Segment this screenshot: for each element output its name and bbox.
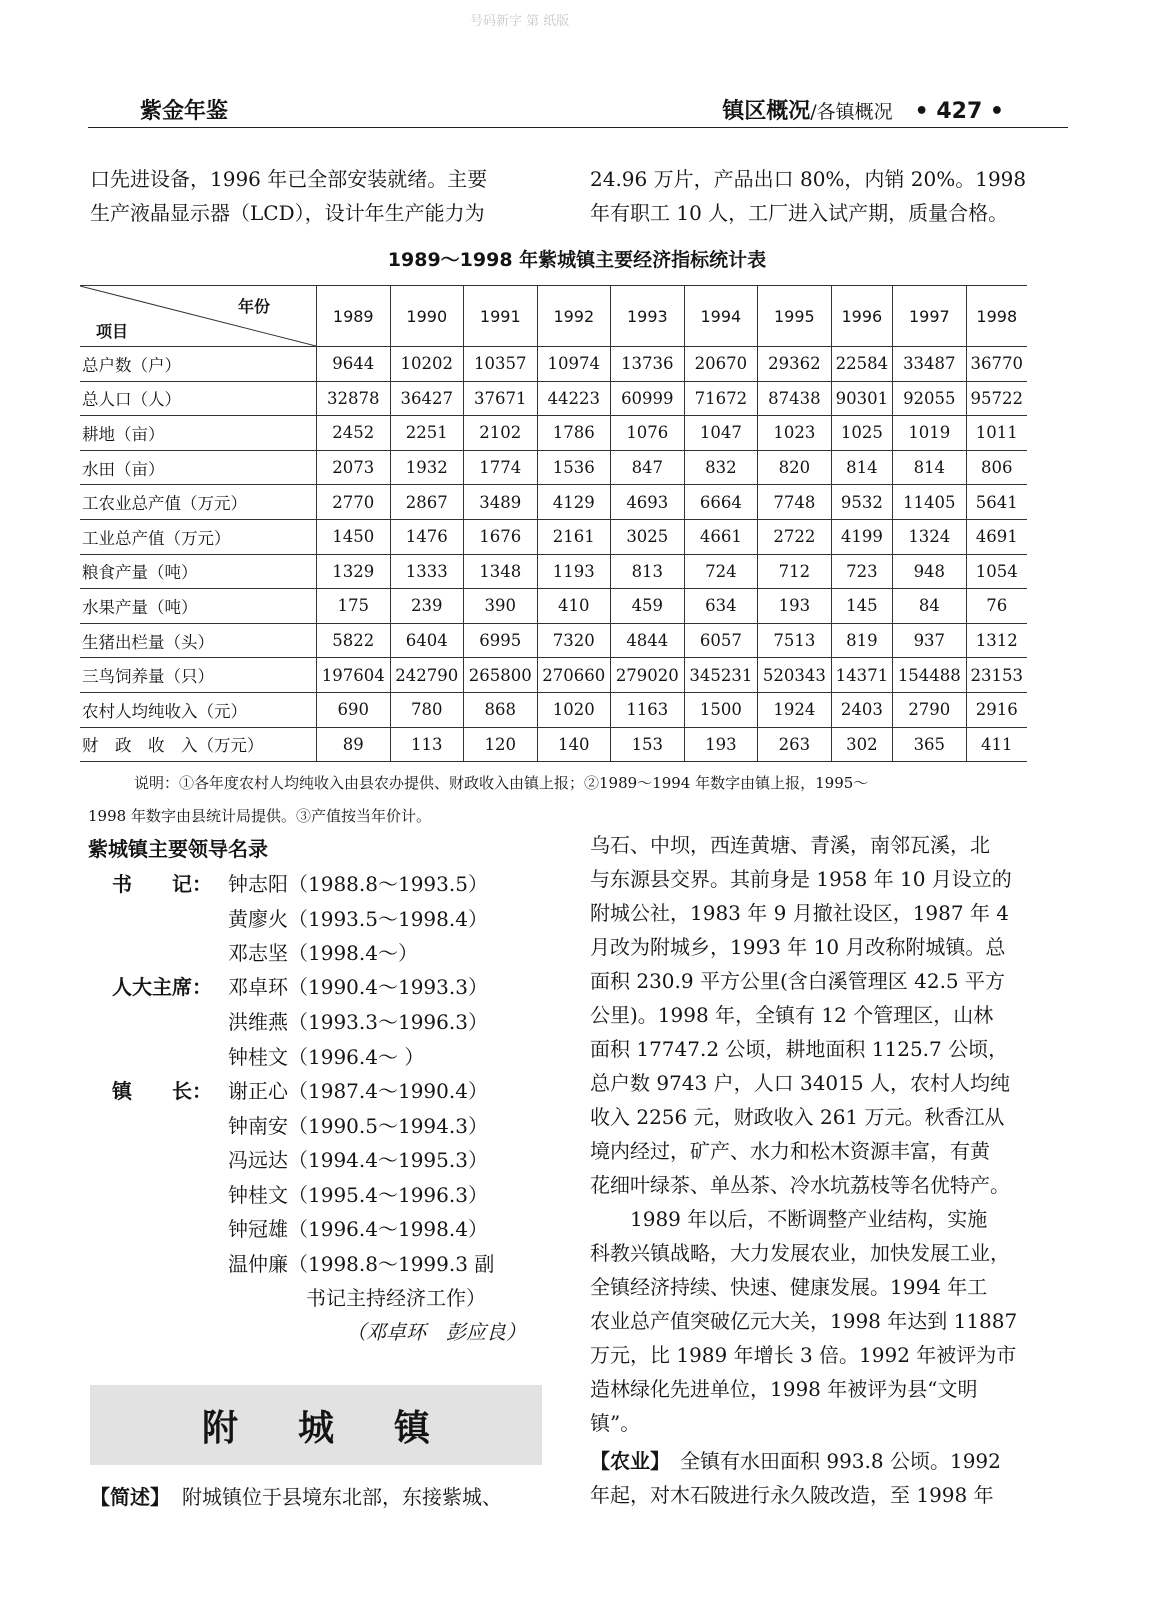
table-cell: 1324 [893, 519, 967, 554]
table-cell: 1011 [966, 416, 1027, 451]
row-label: 工农业总产值（万元） [80, 485, 317, 520]
table-cell: 2916 [966, 692, 1027, 727]
table-cell: 3489 [464, 485, 538, 520]
table-cell: 36427 [390, 381, 464, 416]
table-cell: 1076 [611, 416, 685, 451]
table-cell: 154488 [893, 658, 967, 693]
year-header: 1995 [758, 286, 832, 347]
row-label: 生猪出栏量（头） [80, 623, 317, 658]
table-cell: 4691 [966, 519, 1027, 554]
table-cell: 410 [537, 589, 611, 624]
note-line: 说明：①各年度农村人均纯收入由县农办提供、财政收入由镇上报；②1989～1994 年数字由镇上报，1995～ [134, 774, 869, 792]
table-cell: 1193 [537, 554, 611, 589]
table-cell: 4844 [611, 623, 685, 658]
table-cell: 5641 [966, 485, 1027, 520]
table-cell: 520343 [758, 658, 832, 693]
section-title: 镇区概况 [722, 99, 811, 124]
table-row [80, 658, 1027, 693]
leader-entry: 谢正心（1987.4～1990.4） [228, 1079, 488, 1103]
table-cell: 1348 [464, 554, 538, 589]
text-line: 附城公社，1983 年 9 月撤社设区，1987 年 4 [590, 901, 1010, 925]
table-cell: 95722 [966, 381, 1027, 416]
agriculture-paragraph [590, 1444, 1048, 1512]
table-cell: 197604 [317, 658, 391, 693]
row-label: 水田（亩） [80, 450, 317, 485]
table-cell: 6404 [390, 623, 464, 658]
table-cell: 2722 [758, 519, 832, 554]
table-cell: 7513 [758, 623, 832, 658]
corner-year-label: 年份 [237, 297, 270, 316]
right-column-text [590, 828, 1048, 1440]
table-cell: 1786 [537, 416, 611, 451]
table-cell: 84 [893, 589, 967, 624]
table-cell: 113 [390, 727, 464, 762]
table-cell: 10974 [537, 347, 611, 382]
table-cell: 1025 [831, 416, 892, 451]
table-cell: 120 [464, 727, 538, 762]
text-line: 乌石、中坝，西连黄塘、青溪，南邻瓦溪，北 [590, 833, 990, 857]
table-cell: 2452 [317, 416, 391, 451]
table-cell: 29362 [758, 347, 832, 382]
text-line: 面积 230.9 平方公里(含白溪管理区 42.5 平方 [590, 969, 1006, 993]
table-cell: 76 [966, 589, 1027, 624]
table-cell: 14371 [831, 658, 892, 693]
text-line: 总户数 9743 户，人口 34015 人，农村人均纯 [590, 1071, 1010, 1095]
table-cell: 23153 [966, 658, 1027, 693]
table-row [80, 727, 1027, 762]
town-heading-box [90, 1385, 542, 1465]
text-line: 月改为附城乡，1993 年 10 月改称附城镇。总 [590, 935, 1006, 959]
table-note [88, 767, 1048, 833]
page-number: • 427 • [914, 99, 1004, 124]
intro-line: 口先进设备，1996 年已全部安装就绪。主要 [90, 167, 488, 191]
table-cell: 44223 [537, 381, 611, 416]
table-cell: 1329 [317, 554, 391, 589]
table-cell: 345231 [684, 658, 758, 693]
table-cell: 36770 [966, 347, 1027, 382]
table-cell: 1312 [966, 623, 1027, 658]
table-cell: 1774 [464, 450, 538, 485]
role-npc-chair: 人大主席： [112, 975, 212, 999]
table-cell: 712 [758, 554, 832, 589]
table-cell: 153 [611, 727, 685, 762]
table-cell: 937 [893, 623, 967, 658]
table-row [80, 347, 1027, 382]
row-label: 水果产量（吨） [80, 589, 317, 624]
table-cell: 3025 [611, 519, 685, 554]
table-cell: 1450 [317, 519, 391, 554]
table-cell: 1023 [758, 416, 832, 451]
table-cell: 806 [966, 450, 1027, 485]
table-cell: 10202 [390, 347, 464, 382]
intro-left [90, 162, 544, 230]
note-line: 1998 年数字由县统计局提供。③产值按当年价计。 [88, 807, 431, 825]
text-line: 1989 年以后，不断调整产业结构，实施 [590, 1207, 988, 1231]
overview-intro [90, 1480, 560, 1514]
row-label: 财 政 收 入（万元） [80, 727, 317, 762]
row-label: 三鸟饲养量（只） [80, 658, 317, 693]
row-label: 工业总产值（万元） [80, 519, 317, 554]
row-label: 粮食产量（吨） [80, 554, 317, 589]
table-cell: 7748 [758, 485, 832, 520]
table-cell: 690 [317, 692, 391, 727]
table-cell: 145 [831, 589, 892, 624]
table-row [80, 485, 1027, 520]
table-cell: 1020 [537, 692, 611, 727]
table-cell: 90301 [831, 381, 892, 416]
table-cell: 2790 [893, 692, 967, 727]
table-cell: 279020 [611, 658, 685, 693]
table-cell: 1019 [893, 416, 967, 451]
text-line: 花细叶绿茶、单丛茶、冷水坑荔枝等名优特产。 [590, 1173, 1010, 1197]
year-header: 1993 [611, 286, 685, 347]
table-cell: 22584 [831, 347, 892, 382]
leaders-heading: 紫城镇主要领导名录 [88, 837, 268, 861]
table-cell: 2073 [317, 450, 391, 485]
corner-cell [80, 286, 317, 347]
text-line: 与东源县交界。其前身是 1958 年 10 月设立的 [590, 867, 1012, 891]
table-cell: 832 [684, 450, 758, 485]
table-cell: 263 [758, 727, 832, 762]
text-line: 农业总产值突破亿元大关，1998 年达到 11887 [590, 1309, 1018, 1333]
year-header: 1992 [537, 286, 611, 347]
year-header: 1989 [317, 286, 391, 347]
header-rule [88, 127, 1068, 128]
table-cell: 6057 [684, 623, 758, 658]
table-cell: 390 [464, 589, 538, 624]
text-line: 造林绿化先进单位，1998 年被评为县“文明 [590, 1377, 978, 1401]
table-cell: 819 [831, 623, 892, 658]
table-cell: 820 [758, 450, 832, 485]
table-cell: 10357 [464, 347, 538, 382]
year-header: 1997 [893, 286, 967, 347]
table-cell: 1932 [390, 450, 464, 485]
table-cell: 4693 [611, 485, 685, 520]
yearbook-title: 紫金年鉴 [140, 99, 229, 124]
leader-entry-continued: 书记主持经济工作） [306, 1286, 486, 1310]
year-header: 1996 [831, 286, 892, 347]
table-cell: 6995 [464, 623, 538, 658]
table-cell: 1676 [464, 519, 538, 554]
leader-entry: 钟南安（1990.5～1994.3） [228, 1114, 488, 1138]
text-line: 镇”。 [590, 1411, 641, 1435]
table-cell: 60999 [611, 381, 685, 416]
table-cell: 270660 [537, 658, 611, 693]
table-cell: 239 [390, 589, 464, 624]
table-cell: 92055 [893, 381, 967, 416]
year-header: 1998 [966, 286, 1027, 347]
town-heading: 附城镇 [201, 1407, 490, 1449]
text-line: 境内经过，矿产、水力和松木资源丰富，有黄 [590, 1139, 990, 1163]
running-header [722, 94, 1004, 125]
table-cell: 4199 [831, 519, 892, 554]
table-cell: 5822 [317, 623, 391, 658]
table-cell: 2770 [317, 485, 391, 520]
table-row [80, 519, 1027, 554]
table-row [80, 589, 1027, 624]
year-header: 1990 [390, 286, 464, 347]
table-cell: 265800 [464, 658, 538, 693]
table-cell: 11405 [893, 485, 967, 520]
bleed-through-text: 号码新字 第 纸版 [470, 14, 570, 29]
table-cell: 4129 [537, 485, 611, 520]
role-secretary: 书 记： [112, 872, 212, 896]
table-cell: 140 [537, 727, 611, 762]
text-line: 收入 2256 元，财政收入 261 万元。秋香江从 [590, 1105, 1005, 1129]
table-cell: 1163 [611, 692, 685, 727]
table-row [80, 692, 1027, 727]
text-line: 面积 17747.2 公顷，耕地面积 1125.7 公顷， [590, 1037, 1009, 1061]
table-cell: 193 [684, 727, 758, 762]
table-cell: 814 [831, 450, 892, 485]
leader-entry: 钟冠雄（1996.4～1998.4） [228, 1217, 488, 1241]
table-cell: 1047 [684, 416, 758, 451]
text-line: 全镇经济持续、快速、健康发展。1994 年工 [590, 1275, 988, 1299]
table-cell: 89 [317, 727, 391, 762]
overview-text: 附城镇位于县境东北部，东接紫城、 [182, 1485, 502, 1509]
table-cell: 13736 [611, 347, 685, 382]
table-cell: 814 [893, 450, 967, 485]
table-body [80, 347, 1027, 762]
year-header: 1994 [684, 286, 758, 347]
table-cell: 459 [611, 589, 685, 624]
leader-entry: 邓志坚（1998.4～） [228, 941, 418, 965]
table-cell: 723 [831, 554, 892, 589]
intro-line: 生产液晶显示器（LCD），设计年生产能力为 [90, 201, 485, 225]
agriculture-tag: 【农业】 [590, 1449, 660, 1473]
row-label: 总人口（人） [80, 381, 317, 416]
table-row [80, 623, 1027, 658]
table-cell: 411 [966, 727, 1027, 762]
table-cell: 9644 [317, 347, 391, 382]
table-cell: 193 [758, 589, 832, 624]
intro-line: 24.96 万片，产品出口 80%，内销 20%。1998 [590, 167, 1027, 191]
table-cell: 33487 [893, 347, 967, 382]
table-title: 1989～1998 年紫城镇主要经济指标统计表 [387, 249, 767, 271]
table-cell: 9532 [831, 485, 892, 520]
leader-entry: 钟桂文（1995.4～1996.3） [228, 1183, 488, 1207]
leader-entry: 邓卓环（1990.4～1993.3） [228, 975, 488, 999]
table-row [80, 381, 1027, 416]
row-label: 耕地（亩） [80, 416, 317, 451]
agriculture-text: 全镇有水田面积 993.8 公顷。1992 [660, 1449, 1001, 1473]
economic-indicators-table [80, 285, 1027, 762]
table-cell: 2102 [464, 416, 538, 451]
intro-right [590, 162, 1048, 230]
table-cell: 724 [684, 554, 758, 589]
leader-entry: 温仲廉（1998.8～1999.3 副 [228, 1252, 495, 1276]
leader-entry: 黄廖火（1993.5～1998.4） [228, 907, 488, 931]
table-cell: 175 [317, 589, 391, 624]
corner-item-label: 项目 [96, 322, 129, 341]
leader-entry: 洪维燕（1993.3～1996.3） [228, 1010, 488, 1034]
subsection-title: /各镇概况 [810, 101, 893, 123]
table-cell: 32878 [317, 381, 391, 416]
table-cell: 847 [611, 450, 685, 485]
row-label: 总户数（户） [80, 347, 317, 382]
text-line: 公里)。1998 年，全镇有 12 个管理区，山林 [590, 1003, 994, 1027]
table-header-row [80, 286, 1027, 347]
table-cell: 4661 [684, 519, 758, 554]
authors: （邓卓环 彭应良） [346, 1320, 526, 1344]
table-cell: 2867 [390, 485, 464, 520]
table-cell: 71672 [684, 381, 758, 416]
text-line: 万元，比 1989 年增长 3 倍。1992 年被评为市 [590, 1343, 1017, 1367]
table-cell: 2251 [390, 416, 464, 451]
table-cell: 634 [684, 589, 758, 624]
role-mayor: 镇 长： [112, 1079, 212, 1103]
table-row [80, 416, 1027, 451]
table-cell: 1476 [390, 519, 464, 554]
table-cell: 1924 [758, 692, 832, 727]
table-cell: 948 [893, 554, 967, 589]
overview-tag: 【简述】 [90, 1485, 170, 1509]
table-cell: 780 [390, 692, 464, 727]
intro-line: 年有职工 10 人，工厂进入试产期，质量合格。 [590, 201, 1009, 225]
leader-entry: 钟桂文（1996.4～ ） [228, 1045, 425, 1069]
table-cell: 6664 [684, 485, 758, 520]
leader-entry: 冯远达（1994.4～1995.3） [228, 1148, 488, 1172]
agriculture-line: 年起，对木石陂进行永久陂改造，至 1998 年 [590, 1483, 994, 1507]
table-row [80, 554, 1027, 589]
table-cell: 37671 [464, 381, 538, 416]
table-cell: 813 [611, 554, 685, 589]
leader-entry: 钟志阳（1988.8～1993.5） [228, 872, 488, 896]
table-cell: 2403 [831, 692, 892, 727]
table-cell: 20670 [684, 347, 758, 382]
table-cell: 7320 [537, 623, 611, 658]
row-label: 农村人均纯收入（元） [80, 692, 317, 727]
table-cell: 1536 [537, 450, 611, 485]
table-cell: 2161 [537, 519, 611, 554]
table-cell: 1500 [684, 692, 758, 727]
table-row [80, 450, 1027, 485]
year-header: 1991 [464, 286, 538, 347]
table-cell: 868 [464, 692, 538, 727]
table-cell: 365 [893, 727, 967, 762]
table-cell: 1333 [390, 554, 464, 589]
table-cell: 302 [831, 727, 892, 762]
text-line: 科教兴镇战略，大力发展农业，加快发展工业， [590, 1241, 1010, 1265]
table-cell: 87438 [758, 381, 832, 416]
table-cell: 242790 [390, 658, 464, 693]
table-cell: 1054 [966, 554, 1027, 589]
